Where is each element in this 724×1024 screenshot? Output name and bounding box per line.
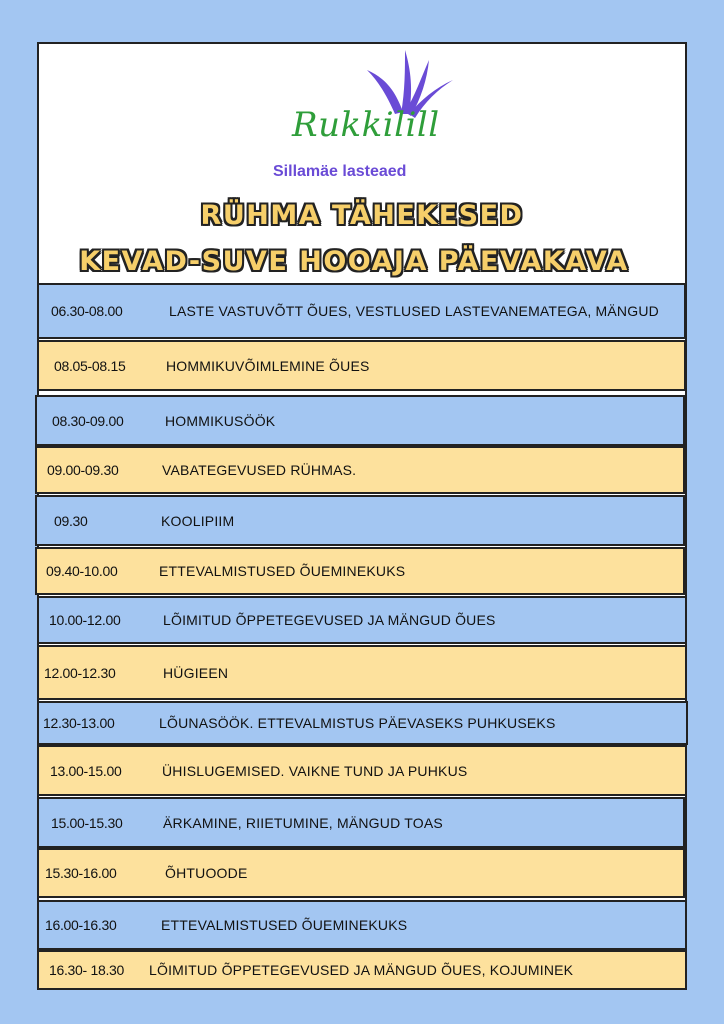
schedule-row (35, 547, 685, 595)
schedule-activity: LASTE VASTUVÕTT ÕUES, VESTLUSED LASTEVANEMATEGA, MÄNGUD (169, 303, 659, 319)
schedule-row (35, 446, 685, 494)
schedule-row (37, 340, 686, 391)
schedule-activity: VABATEGEVUSED RÜHMAS. (162, 462, 357, 478)
schedule-time: 09.30 (54, 512, 88, 529)
logo-subtitle: Sillamäe lasteaed (273, 163, 407, 180)
logo (270, 50, 460, 185)
page-title-schedule: KEVAD-SUVE HOOAJA PÄEVAKAVA (79, 246, 629, 277)
schedule-activity: LÕIMITUD ÕPPETEGEVUSED JA MÄNGUD ÕUES (163, 612, 496, 628)
schedule-row (37, 950, 687, 990)
schedule-row (37, 900, 687, 950)
schedule-time: 09.40-10.00 (46, 563, 118, 579)
schedule-row (37, 283, 686, 339)
schedule-row (37, 745, 687, 796)
schedule-activity: HOMMIKUSÖÖK (165, 412, 276, 429)
schedule-activity: ÄRKAMINE, RIIETUMINE, MÄNGUD TOAS (163, 814, 443, 831)
schedule-time: 09.00-09.30 (47, 462, 119, 478)
schedule-time: 13.00-15.00 (50, 762, 122, 779)
schedule-time: 06.30-08.00 (51, 303, 123, 319)
schedule-time: 08.05-08.15 (54, 357, 126, 374)
schedule-activity: HOMMIKUVÕIMLEMINE ÕUES (166, 357, 370, 374)
schedule-row (37, 596, 687, 644)
schedule-row (37, 701, 688, 745)
schedule-activity: ETTEVALMISTUSED ÕUEMINEKUKS (161, 917, 408, 933)
schedule-activity: ETTEVALMISTUSED ÕUEMINEKUKS (159, 563, 406, 579)
schedule-activity: ÜHISLUGEMISED. VAIKNE TUND JA PUHKUS (162, 762, 468, 779)
logo-wordmark: Rukkilill (292, 105, 440, 145)
schedule-time: 12.00-12.30 (44, 664, 116, 681)
schedule-time: 08.30-09.00 (52, 412, 124, 429)
schedule-row (37, 848, 685, 898)
schedule-activity: HÜGIEEN (163, 664, 229, 681)
schedule-row (35, 495, 685, 546)
schedule-row (35, 395, 685, 446)
schedule-time: 16.30- 18.30 (49, 962, 125, 978)
page-title-group: RÜHMA TÄHEKESED (200, 200, 524, 231)
schedule-activity: KOOLIPIIM (161, 512, 235, 529)
schedule-time: 16.00-16.30 (45, 917, 117, 933)
schedule-time: 15.00-15.30 (51, 814, 123, 831)
schedule-time: 15.30-16.00 (45, 865, 117, 881)
schedule-activity: ÕHTUOODE (165, 865, 248, 881)
schedule-time: 10.00-12.00 (49, 612, 121, 628)
schedule-activity: LÕIMITUD ÕPPETEGEVUSED JA MÄNGUD ÕUES, KOJUMINEK (149, 962, 574, 978)
schedule-time: 12.30-13.00 (43, 715, 115, 731)
schedule-row (37, 645, 687, 700)
schedule-activity: LÕUNASÖÖK. ETTEVALMISTUS PÄEVASEKS PUHKUSEKS (159, 715, 556, 731)
schedule-row (37, 797, 685, 848)
